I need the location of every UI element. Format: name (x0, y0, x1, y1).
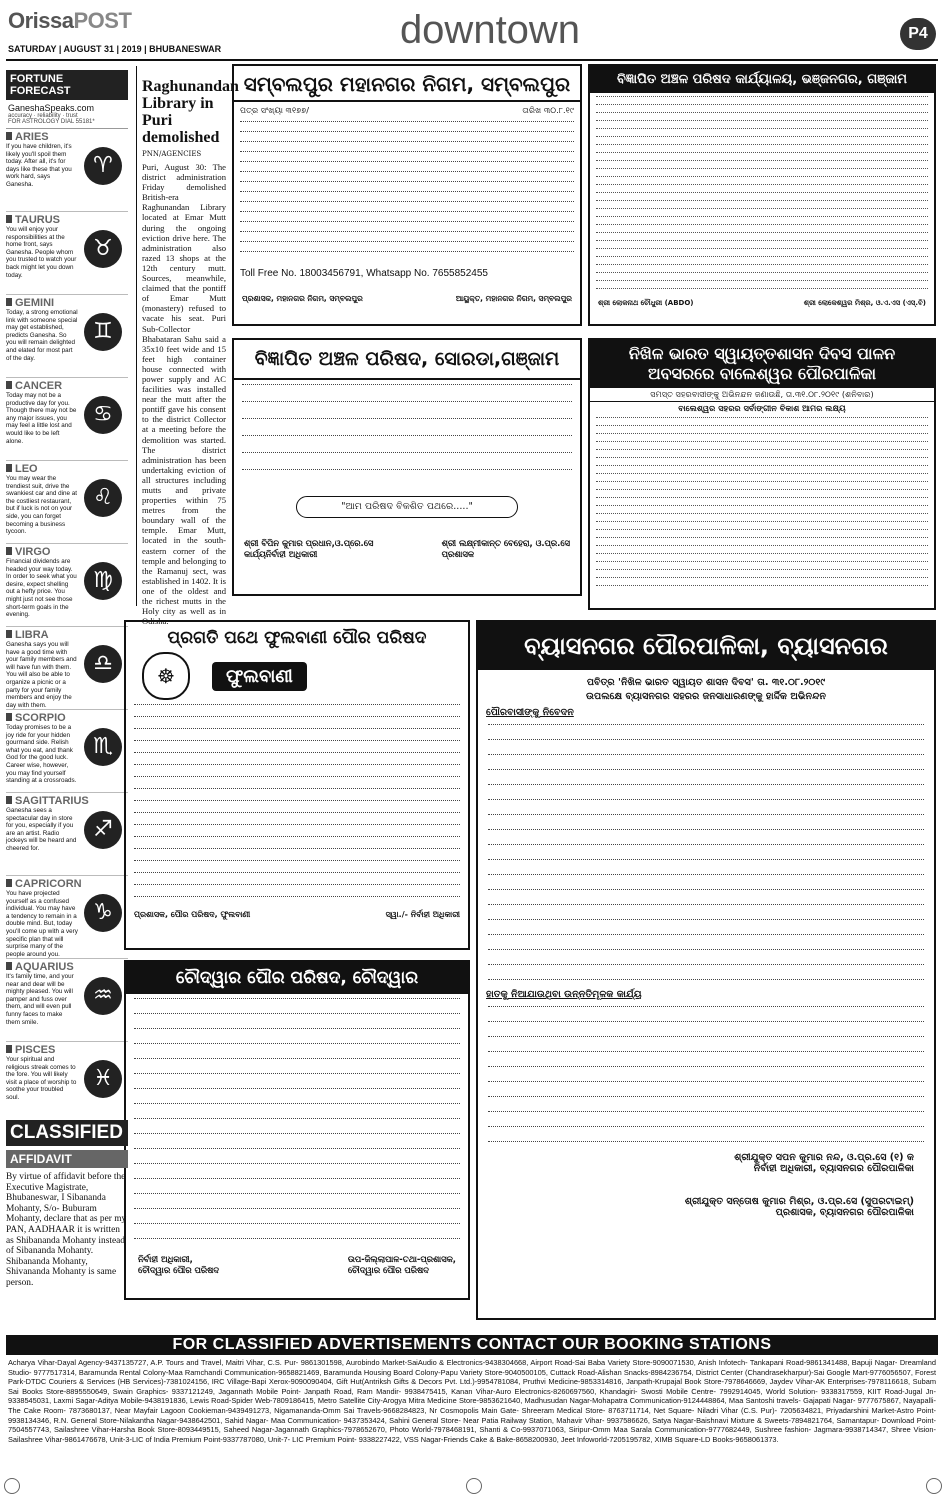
ad-line-2: ଉପଲକ୍ଷେ ବ୍ୟାସନଗର ସହରର ଜନସାଧାରଣଙ୍କୁ ହାର୍ଦ୍ଦିକ ଅଭିନନ୍ଦନ (586, 691, 826, 702)
ad-sig-1: ଶ୍ରୀଯୁକ୍ତ ସପନ କୁମାର ନନ୍ଦ, ଓ.ପ୍ର.ସେ (୧) କ (734, 1152, 914, 1163)
municipal-seal-icon: ☸ (142, 652, 190, 700)
ad-sambalpur[interactable] (232, 64, 582, 326)
ad-sig-right: ଉପ-ଜିଲ୍ଲାପାଳ-ତଥା-ପ୍ରଶାସକ, (347, 1254, 456, 1264)
ad-sig-2-role: ପ୍ରଶାସକ, ବ୍ୟାସନଗର ପୌରପାଳିକା (775, 1207, 914, 1218)
ad-baleswar[interactable] (588, 338, 936, 610)
ad-baleswar-title-2: ଅବସରରେ ବାଲେଶ୍ୱର ପୌରପାଳିକା (648, 364, 876, 383)
sign-text: Ganesha says you will have a good time with your family members and will have fun with them. You will also be able to organize a picnic or a party for your family members and enjoy the day with them. (6, 641, 77, 709)
zodiac-icon: ♓ (84, 1060, 122, 1098)
story-body: Puri, August 30: The district administration Friday demolished British-era Raghunandan Library located at Emar Mutt during the ongoing eviction drive here. The administration also razed 13 shops at the 12th century mutt. Sources, meanwhile, claimed that the pontiff of Emar Mutt (monastery) refused to vacate his seat. Puri Sub-Collector Bhabataran Sahu said a 35x10 feet wide and 15 feet high container house connected with power supply and AC facilities was installed near the mutt after the pontiff gave his consent to the district Collector at a meeting before the demolition was started. The district administration has been undertaking eviction of all structures including mutts and private properties within 75 metres from the boundary wall of the temple. Emar Mutt, located in the south-eastern corner of the temple and belonging to the Ramanuj sect, was established in 1402. It is one of the oldest and the richest mutts in the Holy city as well as in Odisha. (142, 162, 226, 627)
classified-column (6, 1120, 128, 1289)
ad-soroda-title: ବିଜ୍ଞାପିତ ଅଞ୍ଚଳ ପରିଷଦ, ସୋରଡା,ଗଞ୍ଜାମ (234, 340, 580, 380)
ad-sig-left: ପ୍ରଶାସକ, ମହାନଗର ନିଗମ, ସମ୍ବଲପୁର (242, 294, 363, 303)
sign-text: Today may not be a productive day for you. Though there may not be any major issues, you may feel a little lost and would like to be left alone. (6, 392, 77, 445)
horoscope-sign (6, 878, 128, 959)
ad-byasanagar[interactable] (476, 620, 936, 1320)
ad-body (126, 702, 468, 906)
horoscope-sign (6, 712, 128, 793)
zodiac-icon: ♍ (84, 562, 122, 600)
ad-body (126, 994, 468, 1252)
ad-phulbani-title: ପ୍ରଗତି ପଥେ ଫୁଲବାଣୀ ପୌର ପରିଷଦ (167, 628, 427, 648)
ad-toll-free: Toll Free No. 18003456791, Whatsapp No. 7655852455 (240, 268, 488, 279)
ad-bhanjanagar-title: ବିଜ୍ଞାପିତ ଅଞ୍ଚଳ ପରିଷଦ କାର୍ଯ୍ୟାଳୟ, ଭଞ୍ଜନଗର, ଗଞ୍ଜାମ (590, 66, 934, 93)
zodiac-icon: ♉ (84, 230, 122, 268)
booking-stations-list: Acharya Vihar-Dayal Agency-9437135727, A.P. Tours and Travel, Maitri Vihar, C.S. Pur- 9861301598, Aurobindo Market-SaiAudio & Electronics-9438304668, Airport Road-Sai Baba Variety Store-9090071530, Anish Infotech- Tankapani Road-9861341488, Bapuji Nagar- Dreamland Studio- 9777517314, Baramunda Rental Colony-Maa Ramchandi Communication-9658821469, Baramunda Housing Board Colony-Papu Variety Store-9040500105, Cuttack Road-Alishan Snacks-8984236754, District Center (Chandrasekharpur)-Sai Google Mart-9776056507, Forest Park-DTDC Couriers & Services (HB Services)-7381024156, IRC Village-Bapi Xerox-9090090404, Gift Hut(Antriksh Gifts & Decors Pvt. Ltd.)-9954781084, Pruthvi Medicine-9853314816, Janpath-Krupajal Book Store-7978646669, Jaydev Vihar-AK Enterprises-7978116618, Subam Sai Books Store-8895550649, Swain Graphics- 9337121249, Jagannath Mobile Point- Janpath Road, Ram Mandir- 9938475415, Kanan Vihar-Auro Electronics-8260697560, Khandagiri- Swosti Mobile Centre- 7992914045, World Solution- 9338317559, KIIT Road-Jugal Jn-9338545031, Laxmi Sagar-Aditya Mobile-9438191836, Lewis Road-Spider Web-7809186415, Metro Satellite City-Arogya Mitra Medicine Store-9853621640, Madhusudan Nagar-Mohapatra Communication-9124448864, Maa Santoshi travels- Gajapati Nagar- 9777675867, Nayapalli- The Cake Room- 7873680137, Near Mayfair Lagoon Cookieman-9439491273, Nigamananda-Omm Sai Travels-9668284823, Nr Cosmopolis Main Gate- Shreeram Medical Store- 8763711714, Net Square- Niladri Vihar (C.S. Pur)- 7205634821, Priyadarshini Market-Astro Point-9938134346, R.N. General Store-Nilakantha Nagar-9438642501, Sahid Nagar- Maa Communication- 9437353424, Sahini General Store- Near Patia Railway Station, Mahavir Vihar- 9937586626, Satya Nagar-Baishnavi Mixture & Sweets-7894821764, Samantapur- Download Point-7504557743, Sailashree Vihar-Harsha Book Store-8093449515, Saheed Nagar-Jagannath Graphics-7978652670, Photo World-7978468191, Shanti & Co-9937071063, Siripur-Omm Maa Sarala Communication-9777682449, Sushree fashion- Jagmara-9938714347, Shree Vision- Sailashree Vihar-9861476678, Unit-3-LIC of India Premium Point-9337787080, Unit-7- LIC Premium Point- 9338227422, VSS Nagar-Friends Cake & Bake-8658200930, Jeet Infoworld-7205195782, XIMB Square-LD Books-9658061373. (8, 1358, 936, 1444)
zodiac-icon: ♐ (84, 811, 122, 849)
registration-mark-icon (4, 1478, 20, 1494)
sign-text: Financial dividends are headed your way today. In order to seek what you desire, expect shelling out a hefty price. You might just not see those short-term goals in the evening. (6, 558, 77, 619)
horoscope-sign (6, 131, 128, 212)
sign-name: CANCER (6, 380, 128, 392)
horoscope-column (6, 70, 128, 1125)
sign-name: GEMINI (6, 297, 128, 309)
sign-name: VIRGO (6, 546, 128, 558)
ad-sig-right: ଶ୍ରୀ ଲକ୍ଷ୍ମୀକାନ୍ତ ବେହେରା, ଓ.ପ୍ର.ସେ (441, 538, 570, 548)
sign-text: Ganesha sees a spectacular day in store for you, especially if you are an artist. Radio jockeys will be heard and cheered for. (6, 807, 77, 852)
registration-mark-icon (466, 1478, 482, 1494)
ad-appeal-heading: ପୌରବାସୀଙ୍କୁ ନିବେଦନ (486, 707, 574, 718)
ad-byasanagar-title: ବ୍ୟାସନଗର ପୌରପାଳିକା, ବ୍ୟାସନଗର (478, 622, 934, 670)
masthead-logo[interactable]: OrissaPOST (8, 8, 132, 33)
ad-sig-right: ଆୟୁକ୍ତ, ମହାନଗର ନିଗମ, ସମ୍ବଲପୁର (455, 294, 572, 303)
sign-text: You will enjoy your responsibilities at the home front, says Ganesha. People whom you trusted to watch your back might let you down today. (6, 226, 77, 279)
ad-appeal-body (478, 722, 934, 986)
horoscope-sign (6, 214, 128, 295)
horoscope-sign (6, 629, 128, 710)
ad-line-1: ପବିତ୍ର 'ନିଖିଳ ଭାରତ ସ୍ୱାୟତ ଶାସନ ଦିବସ' ତା. ୩୧.୦୮.୨୦୧୯ (586, 677, 826, 688)
sign-name: SAGITTARIUS (6, 795, 128, 807)
page-header (0, 0, 945, 60)
ad-body (590, 415, 934, 589)
ad-sig-left: ପ୍ରଶାସକ, ପୌର ପରିଷଦ, ଫୁଲବାଣୀ (134, 910, 251, 919)
sign-name: LEO (6, 463, 128, 475)
ad-body (234, 380, 580, 488)
ad-sig-right-role: ପ୍ରଶାସକ (441, 549, 475, 559)
horoscope-sign (6, 961, 128, 1042)
sign-name: TAURUS (6, 214, 128, 226)
page-number-badge: P4 (900, 18, 936, 50)
horoscope-sign (6, 546, 128, 627)
sign-name: AQUARIUS (6, 961, 128, 973)
ad-sig-left-role: କାର୍ଯ୍ୟନିର୍ବାହୀ ଅଧିକାରୀ (244, 549, 318, 559)
ad-bhanjanagar[interactable] (588, 64, 936, 326)
ad-sig-left-role: ଚୌଦ୍ୱାର ପୌର ପରିଷଦ (138, 1265, 220, 1275)
ad-chowdwar-title: ଚୌଦ୍ୱାର ପୌର ପରିଷଦ, ଚୌଦ୍ୱାର (126, 962, 468, 994)
ad-sig-left: ନିର୍ବାହୀ ଅଧିକାରୀ, (138, 1254, 193, 1264)
sign-text: You may wear the trendiest suit, drive the swankiest car and dine at the costliest restaurant, but if luck is not on your side, you can forget becoming a business tycoon. (6, 475, 78, 536)
ad-chowdwar[interactable] (124, 960, 470, 1300)
ad-sig-right-role: ଚୌଦ୍ୱାର ପୌର ପରିଷଦ (347, 1265, 429, 1275)
zodiac-icon: ♎ (84, 645, 122, 683)
ad-sig-2: ଶ୍ରୀଯୁକ୍ତ ସନ୍ତୋଷ କୁମାର ମିଶ୍ର, ଓ.ପ୍ର.ସେ (ସୁପରଟାଇମ୍) (684, 1196, 914, 1207)
sign-name: LIBRA (6, 629, 128, 641)
affidavit-text: By virtue of affidavit before the Executive Magistrate, Bhubaneswar, I Sibananda Mohanty, S/o- Buburam Mohanty, declare that as per my PAN, AADHAAR it is written as Shibananda Mohanty instead of Sibananda Mohanty. Shibananda Mohanty, Shivananda Mohanty is same person. (6, 1172, 127, 1288)
zodiac-icon: ♊ (84, 313, 122, 351)
registration-mark-icon (926, 1478, 942, 1494)
sign-name: SCORPIO (6, 712, 128, 724)
sign-text: If you have children, it's likely you'll spoil them today. After all, it's for days like these that you work hard, says Ganesha. (6, 143, 72, 188)
sign-text: Your spiritual and religious streak comes to the fore. You will likely visit a place of worship to soothe your troubled soul. (6, 1056, 77, 1101)
sign-name: CAPRICORN (6, 878, 128, 890)
ad-sig-right: ଶ୍ରୀ ଲୋକେଶ୍ୱର ମିଶ୍ର, ଓ.ଏ.ଏସ (ଏସ୍.ବି) (803, 299, 926, 307)
horoscope-sign (6, 795, 128, 876)
zodiac-icon: ♑ (84, 894, 122, 932)
news-story (142, 78, 239, 627)
sign-text: Today, a strong emotional link with someone special may get established, predicts Ganesha. So you will remain delighted and elated for most part of the day. (6, 309, 78, 362)
affidavit-title: AFFIDAVIT (6, 1150, 128, 1168)
horoscope-title: FORTUNE FORECAST (6, 70, 128, 100)
ad-ref: ପତ୍ର ସଂଖ୍ୟା ୩୧୭୭/ (240, 105, 310, 115)
ad-sig-1-role: ନିର୍ବାହୀ ଅଧିକାରୀ, ବ୍ୟାସନଗର ପୌରପାଳିକା (753, 1163, 914, 1174)
ad-subtitle: ବାଲେଶ୍ୱର ସହରର ସର୍ବାଙ୍ଗୀନ ବିକାଶ ଆମର ଲକ୍ଷ୍ୟ (678, 403, 846, 413)
zodiac-icon: ♋ (84, 396, 122, 434)
zodiac-icon: ♌ (84, 479, 122, 517)
horoscope-sign (6, 380, 128, 461)
story-byline: PNN/AGENCIES (142, 150, 202, 158)
sign-name: PISCES (6, 1044, 128, 1056)
story-headline[interactable]: Raghunandan Library in Puri demolished (142, 78, 239, 146)
sign-text: You have projected yourself as a confused individual. You may have a tendency to remain in a double mind. But, today you'll come up with a very specific plan that will surprise many of the people around you. (6, 890, 78, 958)
ad-body (590, 93, 934, 295)
ad-sig-left: ଶ୍ରୀ ବିପିନ କୁମାର ପ୍ରଧାନ,ଓ.ପ୍ରେ.ସେ (244, 538, 374, 548)
header-rule (6, 59, 938, 61)
dateline: SATURDAY | AUGUST 31 | 2019 | BHUBANESWAR (8, 44, 222, 54)
sign-name: ARIES (6, 131, 128, 143)
booking-stations-title: FOR CLASSIFIED ADVERTISEMENTS CONTACT OUR BOOKING STATIONS (6, 1335, 938, 1355)
horoscope-sign (6, 463, 128, 544)
ad-date: ତାରିଖ ୩୦.୮.୧୯ (522, 105, 574, 115)
ad-strap: ସମସ୍ତ ସହରବାସୀଙ୍କୁ ଅଭିନନ୍ଦନ ଜଣାଉଛି, ତା.୩୧.୦୮.୨୦୧୯ (ଶନିବାର) (590, 388, 934, 402)
sign-text: Today promises to be a joy ride for your hidden gourmand side. Relish what you eat, and thank God for the good luck. Career wise, however, you may find yourself standing at a crossroads. (6, 724, 77, 785)
ad-body (234, 119, 580, 263)
ganesha-speaks-logo: GaneshaSpeaks.com accuracy · reliability · trust FOR ASTROLOGY DIAL 55181* (6, 100, 128, 129)
ad-phulbani[interactable] (124, 620, 470, 950)
zodiac-icon: ♈ (84, 147, 122, 185)
ad-sig-left: ଶ୍ରୀ ଲୋକନାଥ ଚୌଧୁରୀ (ABDO) (598, 299, 694, 307)
ad-works-heading: ହାତକୁ ନିଆଯାଉଥିବା ଉନ୍ନତିମୂଳକ କାର୍ଯ୍ୟ (486, 989, 642, 1000)
print-registration-marks (0, 1478, 945, 1490)
horoscope-sign (6, 297, 128, 378)
ad-phulbani-badge: ଫୁଲବାଣୀ (212, 662, 307, 691)
column-divider (136, 66, 137, 606)
ad-soroda[interactable] (232, 338, 582, 596)
sign-text: It's family time, and your near and dear will be mighty pleased. You will pamper and fuss over them, and will even pull funny faces to make them smile. (6, 973, 74, 1026)
ad-sig-right: ସ୍ୱା./- ନିର୍ବାହୀ ଅଧିକାରୀ (385, 910, 460, 919)
horoscope-sign (6, 1044, 128, 1125)
ad-slogan: "ଆମ ପରିଷଦ ବିକଶିତ ପଥରେ....." (296, 496, 518, 518)
ad-baleswar-title-1: ନିଖିଳ ଭାରତ ସ୍ୱାୟତ୍ତଶାସନ ଦିବସ ପାଳନ (628, 344, 896, 363)
zodiac-icon: ♏ (84, 728, 122, 766)
ad-works-body (478, 1004, 934, 1148)
ad-sambalpur-title: ସମ୍ବଲପୁର ମହାନଗର ନିଗମ, ସମ୍ବଲପୁର (234, 66, 580, 102)
section-title: downtown (399, 8, 581, 52)
zodiac-icon: ♒ (84, 977, 122, 1015)
classified-title: CLASSIFIED (6, 1120, 128, 1146)
